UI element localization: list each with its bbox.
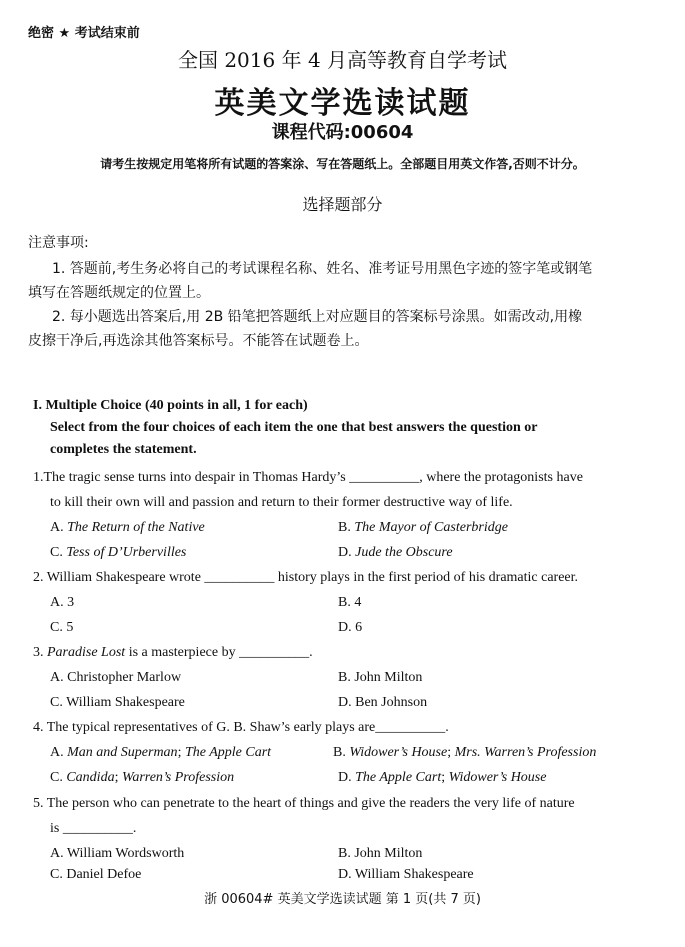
q5-option-b: B. John Milton [338, 846, 423, 861]
q2-option-d: D. 6 [338, 620, 363, 635]
notes-heading: 注意事项: [28, 235, 89, 251]
instruction: 请考生按规定用笔将所有试题的答案涂、写在答题纸上。全部题目用英文作答,否则不计分。 [100, 157, 585, 171]
part1-direction-line-2: completes the statement. [50, 442, 197, 457]
q2-option-b: B. 4 [338, 595, 362, 610]
section-title: 选择题部分 [302, 195, 383, 214]
part1-direction-line-1: Select from the four choices of each item the one that best answers the question or [50, 420, 538, 435]
q2-stem: 2. William Shakespeare wrote __________ history plays in the first period of his dramatic career. [33, 570, 579, 585]
note-1-line-2: 填写在答题纸规定的位置上。 [28, 285, 210, 301]
q2-option-a: A. 3 [50, 595, 75, 610]
course-code: 课程代码:00604 [271, 122, 414, 143]
secret-label: 绝密 ★ 考试结束前 [28, 26, 140, 41]
q5-option-d: D. William Shakespeare [338, 867, 474, 882]
q5-option-a: A. William Wordsworth [50, 846, 185, 861]
q1-option-d: D. Jude the Obscure [338, 545, 453, 560]
q1-stem-line-1: 1.The tragic sense turns into despair in Thomas Hardy’s __________, where the protagonists have [33, 470, 583, 485]
q3-option-c: C. William Shakespeare [50, 695, 185, 710]
q2-option-c: C. 5 [50, 620, 74, 635]
exam-title: 全国 2016 年 4 月高等教育自学考试 [177, 48, 508, 72]
q4-option-b: B. Widower’s House; Mrs. Warren’s Profession [333, 745, 597, 760]
q5-stem-line-2: is __________. [50, 821, 137, 836]
subject-title: 英美文学选读试题 [214, 86, 471, 121]
q5-stem-line-1: 5. The person who can penetrate to the heart of things and give the readers the very life of nature [33, 796, 575, 811]
q3-stem: 3. Paradise Lost is a masterpiece by __________. [33, 645, 313, 660]
note-2-line-2: 皮擦干净后,再选涂其他答案标号。不能答在试题卷上。 [28, 333, 369, 349]
q3-option-a: A. Christopher Marlow [50, 670, 182, 685]
q4-stem: 4. The typical representatives of G. B. Shaw’s early plays are__________. [33, 720, 449, 735]
part1-heading: I. Multiple Choice (40 points in all, 1 for each) [33, 398, 308, 413]
note-2-line-1: 2. 每小题选出答案后,用 2B 铅笔把答题纸上对应题目的答案标号涂黑。如需改动,用橡 [52, 309, 583, 325]
q1-stem-line-2: to kill their own will and passion and return to their former destructive way of life. [50, 495, 513, 510]
q4-option-a: A. Man and Superman; The Apple Cart [50, 745, 272, 760]
q4-option-d: D. The Apple Cart; Widower’s House [338, 770, 547, 785]
q1-option-c: C. Tess of D’Urbervilles [50, 545, 187, 560]
q1-option-b: B. The Mayor of Casterbridge [338, 520, 508, 535]
page-footer: 浙 00604# 英美文学选读试题 第 1 页(共 7 页) [204, 892, 481, 907]
q1-option-a: A. The Return of the Native [50, 520, 205, 535]
q3-option-d: D. Ben Johnson [338, 695, 428, 710]
note-1-line-1: 1. 答题前,考生务必将自己的考试课程名称、姓名、准考证号用黑色字迹的签字笔或钢笔 [52, 261, 593, 277]
q4-option-c: C. Candida; Warren’s Profession [50, 770, 235, 785]
q3-option-b: B. John Milton [338, 670, 423, 685]
q5-option-c: C. Daniel Defoe [50, 867, 142, 882]
